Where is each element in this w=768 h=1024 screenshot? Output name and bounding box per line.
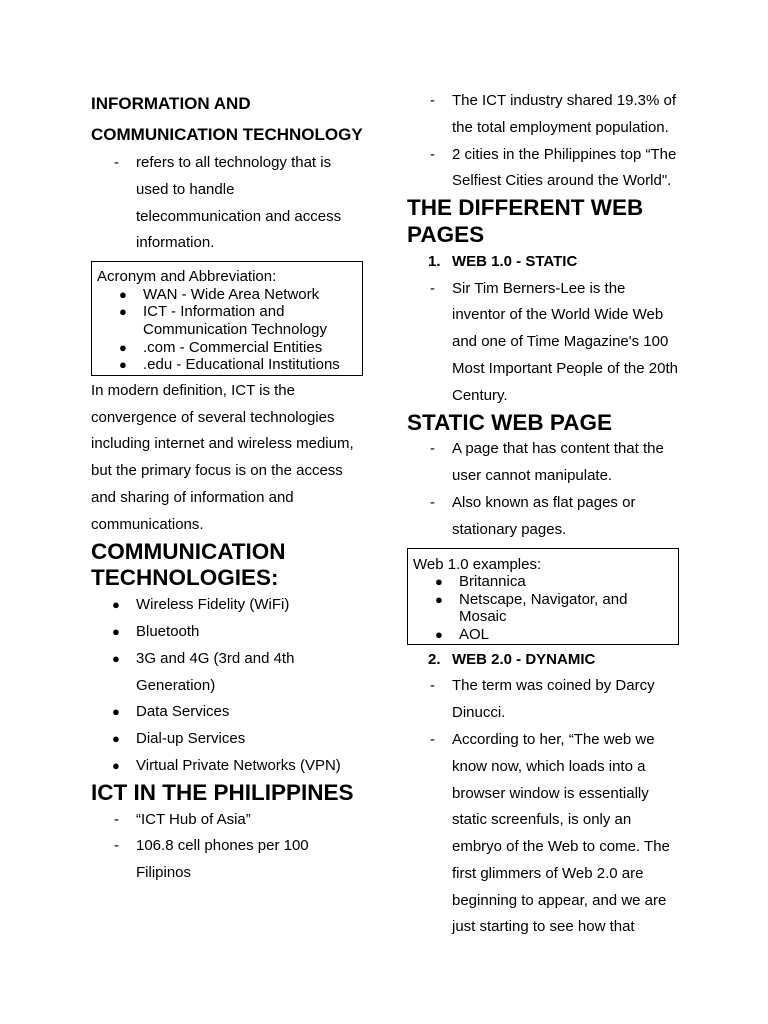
web1-example-text: Britannica [459,573,526,591]
web1-example-item [413,591,672,626]
web1-examples-box [407,548,679,645]
dash-marker: - [430,92,435,109]
static-page-item [407,436,679,490]
bullet-marker: ● [435,626,443,642]
web2-text: The term was coined by Darcy Dinucci. [452,677,655,722]
acronym-item [97,339,356,357]
dash-marker: - [430,677,435,695]
web2-title: WEB 2.0 - DYNAMIC [452,650,596,668]
philippines-item [91,833,363,887]
acronym-text: .com - Commercial Entities [143,338,323,356]
definition-item [91,150,363,257]
static-page-text: Also known as flat pages or stationary pages. [452,493,636,538]
web1-item [407,276,679,410]
comm-tech-text: Virtual Private Networks (VPN) [136,756,341,774]
page-title: INFORMATION AND COMMUNICATION TECHNOLOGY [91,94,363,144]
philippines-text: The ICT industry shared 19.3% of the total employment population. [452,92,677,136]
comm-tech-item [91,619,363,646]
philippines-text: “ICT Hub of Asia” [136,810,251,828]
web2-item [407,727,679,941]
static-page-text: A page that has content that the user cannot manipulate. [452,440,664,485]
comm-tech-text: 3G and 4G (3rd and 4th Generation) [136,649,295,694]
bullet-marker: ● [112,757,120,773]
web1-example-text: Netscape, Navigator, and Mosaic [459,590,628,626]
bullet-marker: ● [435,574,443,590]
web2-text: According to her, “The web we know now, which loads into a browser window is essentially static screenfuls, is only an embryo of the Web to come. The first glimmers of Web 2.0 are beginning to appear, and we are just starting to see how that [452,730,670,936]
number-marker: 1. [428,252,441,270]
web1-heading [407,249,679,276]
comm-tech-item [91,592,363,619]
comm-tech-item [91,699,363,726]
web2-heading [407,647,679,674]
left-column [91,88,363,887]
acronym-item [97,303,356,338]
web-pages-heading: THE DIFFERENT WEB PAGES [407,195,644,247]
comm-tech-item [91,726,363,753]
philippines-item [407,88,679,142]
web1-example-text: AOL [459,625,490,643]
modern-definition-paragraph: In modern definition, ICT is the convergence of several technologies including internet and wireless medium, but the primary focus is on the access and sharing of information and communications. [91,381,354,533]
dash-marker: - [430,440,435,458]
web2-item [407,673,679,727]
dash-marker: - [114,810,119,828]
bullet-marker: ● [112,623,120,639]
philippines-heading: ICT IN THE PHILIPPINES [91,779,354,805]
right-column [407,88,679,941]
bullet-marker: ● [435,591,443,607]
philippines-item [91,807,363,834]
philippines-item [407,142,679,196]
static-page-heading: STATIC WEB PAGE [407,409,612,435]
comm-tech-text: Data Services [136,703,230,721]
acronym-text: ICT - Information and Communication Technology [143,303,327,338]
acronym-text: .edu - Educational Institutions [143,356,340,374]
acronym-text: WAN - Wide Area Network [143,285,320,303]
comm-tech-text: Bluetooth [136,622,200,640]
philippines-text: 2 cities in the Philippines top “The Selfiest Cities around the World". [452,145,677,190]
comm-tech-item [91,646,363,700]
number-marker: 2. [428,650,441,668]
philippines-text: 106.8 cell phones per 100 Filipinos [136,837,309,882]
acronym-box-heading: Acronym and Abbreviation: [97,268,277,286]
bullet-marker: ● [119,286,127,302]
dash-marker: - [430,145,435,163]
bullet-marker: ● [112,731,120,747]
comm-tech-item [91,753,363,780]
bullet-marker: ● [112,704,120,720]
comm-tech-text: Dial-up Services [136,730,246,748]
static-page-item [407,490,679,544]
definition-text: refers to all technology that is used to handle telecommunication and access information. [136,154,342,252]
dash-marker: - [430,730,435,748]
acronym-item [97,286,356,304]
bullet-marker: ● [119,339,127,355]
comm-tech-heading: COMMUNICATION TECHNOLOGIES: [91,538,286,591]
web1-text: Sir Tim Berners-Lee is the inventor of the World Wide Web and one of Time Magazine's 100 Most Important People of the 20th Century. [452,279,678,404]
bullet-marker: ● [119,357,127,373]
dash-marker: - [114,154,119,171]
web1-examples-heading: Web 1.0 examples: [413,555,542,573]
web1-example-item [413,573,672,591]
dash-marker: - [430,279,435,297]
acronym-box [91,261,363,376]
comm-tech-text: Wireless Fidelity (WiFi) [136,596,290,614]
bullet-marker: ● [112,597,120,613]
bullet-marker: ● [112,650,120,666]
web1-title: WEB 1.0 - STATIC [452,252,578,270]
web1-example-item [413,626,672,644]
dash-marker: - [430,493,435,511]
acronym-item [97,356,356,374]
dash-marker: - [114,837,119,855]
bullet-marker: ● [119,304,127,320]
